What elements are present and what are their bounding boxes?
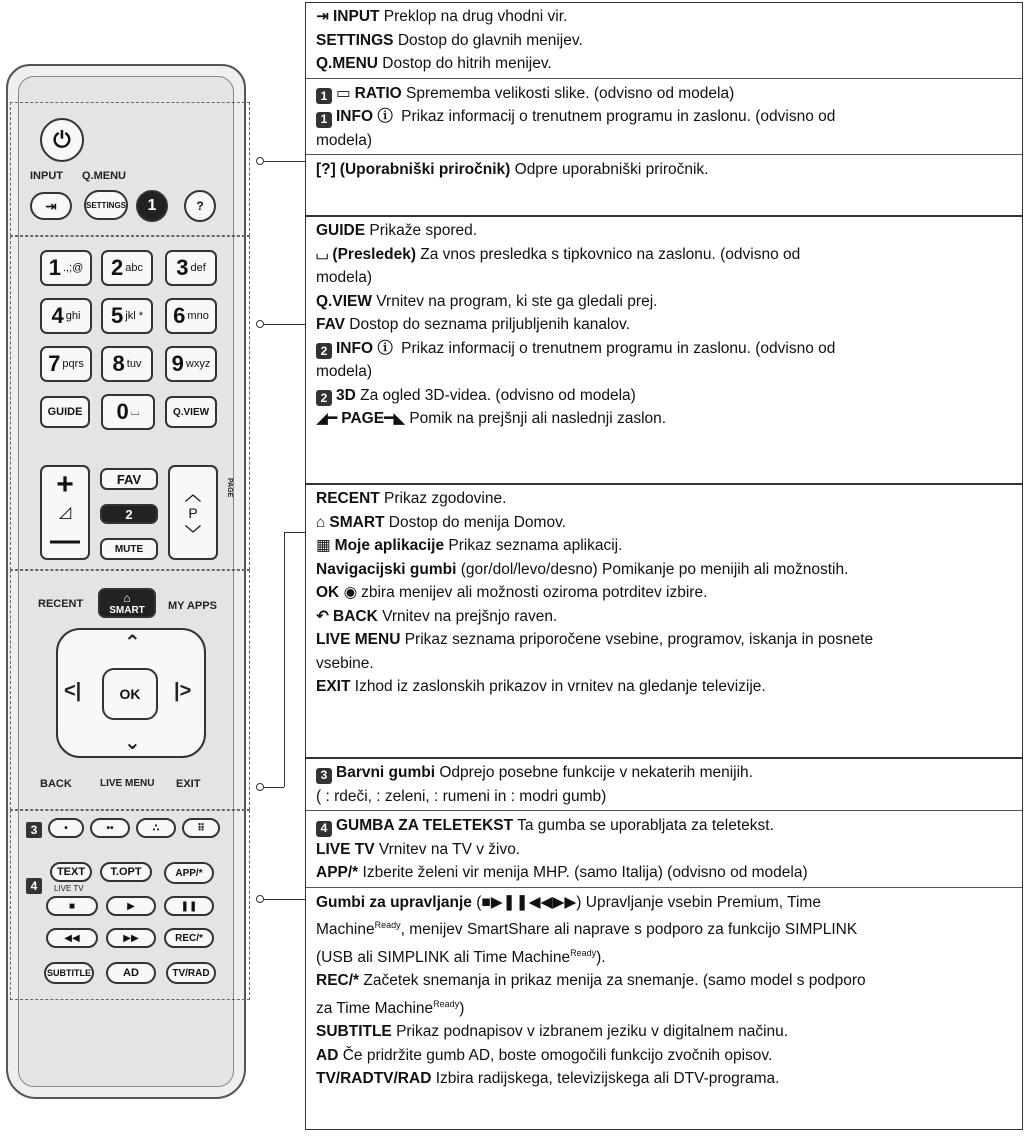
info-term: INFO bbox=[336, 108, 374, 125]
space-icon: ⌴ bbox=[316, 245, 329, 263]
volume-up-icon: + bbox=[56, 467, 74, 501]
row-recent bbox=[316, 487, 1014, 511]
ready-sup: Ready bbox=[374, 920, 401, 930]
info-desc: Prikaz informacij o trenutnem programu in zaslonu. (odvisno od bbox=[396, 108, 836, 125]
badge-2-icon: 2 bbox=[316, 343, 332, 359]
row-qview bbox=[316, 290, 1014, 314]
row-control-cont2 bbox=[316, 942, 1014, 970]
tvrad-button[interactable]: TV/RAD bbox=[166, 962, 216, 984]
ok-button[interactable]: OK bbox=[102, 668, 158, 720]
livemenu-button[interactable]: LIVE MENU bbox=[100, 778, 155, 789]
nav-left-icon[interactable]: <| bbox=[64, 680, 82, 702]
qmenu-label: Q.MENU bbox=[82, 170, 126, 182]
page-left-icon: ◢━ bbox=[316, 410, 338, 427]
exit-term: EXIT bbox=[316, 678, 351, 695]
info-icon: ⓘ bbox=[377, 108, 393, 125]
ratio-desc: Sprememba velikosti slike. (odvisno od modela) bbox=[401, 84, 735, 102]
digit-label: 7 bbox=[48, 351, 61, 376]
row-live bbox=[316, 628, 1014, 652]
digit-9-button[interactable] bbox=[165, 346, 217, 382]
nav-term: Navigacijski gumbi bbox=[316, 560, 457, 578]
channel-rocker[interactable] bbox=[168, 465, 218, 560]
fav-button[interactable]: FAV bbox=[100, 468, 158, 490]
app-button[interactable]: APP/* bbox=[164, 862, 214, 884]
settings-button[interactable]: SETTINGS bbox=[84, 190, 128, 220]
info-icon: ⓘ bbox=[377, 339, 393, 357]
color-term: Barvni gumbi bbox=[336, 764, 436, 781]
row-ratio bbox=[316, 82, 1014, 106]
stop-button[interactable]: ■ bbox=[46, 896, 98, 916]
row-teletext bbox=[316, 814, 1014, 838]
row-fav bbox=[316, 313, 1014, 337]
play-button[interactable]: ▶ bbox=[106, 896, 156, 916]
ready-sup: Ready bbox=[433, 998, 460, 1009]
exit-desc: Izhod iz zaslonskih prikazov in vrnitev na gledanje televizije. bbox=[350, 678, 766, 695]
badge-3-icon: 3 bbox=[316, 768, 332, 784]
digit-7-button[interactable] bbox=[40, 346, 92, 382]
row-info2-cont: modela) bbox=[316, 363, 372, 380]
digit-label: 8 bbox=[112, 351, 125, 376]
live-desc: Prikaz seznama priporočene vsebine, programov, iskanja in posnete bbox=[400, 631, 874, 648]
teletext-desc: Ta gumba se uporabljata za teletekst. bbox=[513, 817, 774, 834]
row-live-cont: vsebine. bbox=[316, 654, 374, 672]
digit-4-button[interactable] bbox=[40, 298, 92, 334]
space-icon: ⌴ bbox=[130, 405, 140, 418]
tvrad-desc: Izbira radijskega, televizijskega ali DTV-programa. bbox=[431, 1070, 780, 1088]
power-button[interactable]: ⏻ bbox=[40, 118, 84, 162]
ad-term: AD bbox=[316, 1046, 339, 1064]
connector-line-4 bbox=[264, 899, 305, 900]
home-icon: ⌂ bbox=[316, 513, 326, 531]
row-control-cont bbox=[316, 914, 1014, 942]
mute-button[interactable]: MUTE bbox=[100, 538, 158, 560]
row-info bbox=[316, 105, 1014, 129]
input-icon: ⇥ bbox=[316, 8, 329, 25]
forward-button[interactable]: ▶▶ bbox=[106, 928, 156, 948]
recent-term: RECENT bbox=[316, 490, 380, 507]
panel-navigation bbox=[305, 484, 1023, 758]
subtitle-term: SUBTITLE bbox=[316, 1023, 392, 1041]
rec-term: REC/* bbox=[316, 972, 360, 990]
subtitle-desc: Prikaz podnapisov v izbranem jeziku v digitalnem načinu. bbox=[391, 1023, 789, 1041]
row-guide bbox=[316, 219, 1014, 243]
manual-button[interactable]: ? bbox=[184, 190, 216, 222]
back-desc: Vrnitev na prejšnjo raven. bbox=[377, 607, 558, 625]
digit-letters: pqrs bbox=[62, 358, 84, 370]
digit-letters: def bbox=[190, 262, 206, 274]
digit-label: 9 bbox=[171, 351, 184, 376]
green-button[interactable]: •• bbox=[90, 818, 130, 838]
digit-label: 5 bbox=[111, 303, 124, 328]
row-color-list: ( : rdeči, : zeleni, : rumeni in : modri gumb) bbox=[316, 787, 607, 805]
red-button[interactable]: • bbox=[48, 818, 84, 838]
divider bbox=[306, 154, 1022, 155]
control-term: Gumbi za upravljanje bbox=[316, 893, 472, 911]
row-app bbox=[316, 861, 1014, 885]
row-apps bbox=[316, 534, 1014, 558]
connector-dot-4 bbox=[256, 895, 264, 903]
input-desc: Preklop na drug vhodni vir. bbox=[379, 8, 568, 25]
info2-term: INFO bbox=[336, 339, 374, 357]
row-rec-cont bbox=[316, 993, 1014, 1021]
ratio-term: RATIO bbox=[354, 84, 402, 102]
rec-desc-2: za Time Machine bbox=[316, 999, 434, 1017]
ok-desc: zbira menijev ali možnosti oziroma potrditev izbire. bbox=[361, 584, 708, 601]
digit-label: 4 bbox=[51, 303, 64, 328]
channel-up-icon: ︿ bbox=[184, 486, 201, 504]
page-term: PAGE bbox=[341, 410, 385, 427]
rec-desc-2b: ) bbox=[459, 999, 465, 1017]
row-ok bbox=[316, 581, 1014, 605]
settings-term: SETTINGS bbox=[316, 31, 394, 49]
digit-label: 1 bbox=[48, 255, 61, 280]
page-desc: Pomik na prejšnji ali naslednji zaslon. bbox=[409, 410, 667, 427]
back-button[interactable]: BACK bbox=[40, 778, 72, 790]
fav-term: FAV bbox=[316, 316, 345, 333]
digit-2-button[interactable] bbox=[101, 250, 153, 286]
row-info2 bbox=[316, 337, 1014, 361]
guide-desc: Prikaže spored. bbox=[365, 222, 478, 239]
badge-1-icon: 1 bbox=[316, 112, 332, 128]
row-info-cont: modela) bbox=[316, 131, 372, 149]
back-icon: ↶ bbox=[316, 607, 329, 625]
input-term: INPUT bbox=[333, 8, 380, 25]
guide-button[interactable]: GUIDE bbox=[40, 396, 90, 428]
nav-desc: (gor/dol/levo/desno) Pomikanje po menijih ali možnostih. bbox=[456, 560, 849, 578]
digit-6-button[interactable] bbox=[165, 298, 217, 334]
control-desc-3: (USB ali SIMPLINK ali Time Machine bbox=[316, 948, 571, 966]
qmenu-desc: Dostop do hitrih menijev. bbox=[378, 55, 552, 72]
badge-2-icon: 2 bbox=[316, 390, 332, 406]
space-term: (Presledek) bbox=[332, 245, 416, 263]
row-qmenu bbox=[316, 52, 1014, 76]
nav-up-icon[interactable]: ⌃ bbox=[124, 632, 141, 654]
back-term: BACK bbox=[333, 607, 378, 625]
manual-term: (Uporabniški priročnik) bbox=[339, 161, 511, 178]
3d-desc: Za ogled 3D-videa. (odvisno od modela) bbox=[355, 386, 636, 404]
row-smart bbox=[316, 511, 1014, 535]
digit-label: 2 bbox=[111, 255, 124, 280]
qview-term: Q.VIEW bbox=[316, 292, 372, 310]
digit-letters: .,;@ bbox=[62, 262, 84, 274]
livetv-desc: Vrnitev na TV v živo. bbox=[374, 840, 521, 858]
rec-button[interactable]: REC/* bbox=[164, 928, 214, 948]
panel-basic bbox=[305, 2, 1023, 216]
grid-icon: ▦ bbox=[316, 537, 331, 554]
app-desc: Izberite želeni vir menija MHP. (samo Italija) (odvisno od modela) bbox=[358, 864, 808, 881]
divider bbox=[306, 810, 1022, 811]
myapps-button[interactable]: MY APPS bbox=[168, 600, 217, 612]
panel-extra bbox=[305, 758, 1023, 1130]
panel-numeric bbox=[305, 216, 1023, 484]
zero-digit: 0 bbox=[116, 399, 129, 424]
tvrad-term: TV/RADTV/RAD bbox=[316, 1070, 432, 1088]
apps-term: Moje aplikacije bbox=[334, 537, 445, 554]
smart-label: SMART bbox=[109, 604, 145, 616]
row-nav bbox=[316, 558, 1014, 582]
live-term: LIVE MENU bbox=[316, 631, 401, 648]
row-subtitle bbox=[316, 1020, 1014, 1044]
color-desc: Odprejo posebne funkcije v nekaterih menijih. bbox=[435, 764, 753, 781]
smart-term: SMART bbox=[329, 513, 385, 531]
row-livetv bbox=[316, 838, 1014, 862]
row-rec bbox=[316, 969, 1014, 993]
digit-letters: mno bbox=[187, 310, 209, 322]
yellow-button[interactable]: ∴ bbox=[136, 818, 176, 838]
blue-button[interactable]: ⠿ bbox=[182, 818, 220, 838]
fav-desc: Dostop do seznama priljubljenih kanalov. bbox=[345, 316, 630, 333]
badge-4-icon: 4 bbox=[316, 821, 332, 837]
row-control bbox=[316, 891, 1014, 915]
digit-letters: wxyz bbox=[185, 358, 211, 370]
badge-3: 3 bbox=[26, 822, 42, 838]
qview-button[interactable]: Q.VIEW bbox=[165, 396, 217, 428]
topt-button[interactable]: T.OPT bbox=[100, 862, 152, 882]
row-exit bbox=[316, 675, 1014, 699]
subtitle-button[interactable]: SUBTITLE bbox=[44, 962, 94, 984]
row-ad bbox=[316, 1044, 1014, 1068]
text-button[interactable]: TEXT bbox=[50, 862, 92, 882]
divider bbox=[306, 78, 1022, 79]
row-manual bbox=[316, 158, 1014, 182]
ready-sup: Ready bbox=[570, 947, 597, 958]
digit-8-button[interactable] bbox=[101, 346, 153, 382]
apps-desc: Prikaz seznama aplikacij. bbox=[444, 537, 623, 554]
digit-1-button[interactable] bbox=[40, 250, 92, 286]
nav-right-icon[interactable]: |> bbox=[174, 680, 192, 702]
ratio-icon: ▭ bbox=[336, 84, 351, 102]
volume-icon: ◿ bbox=[58, 503, 72, 521]
qview-desc: Vrnitev na program, ki ste ga gledali prej. bbox=[371, 292, 658, 310]
digit-letters: ghi bbox=[65, 310, 81, 322]
ad-desc: Če pridržite gumb AD, boste omogočili funkcijo zvočnih opisov. bbox=[338, 1046, 773, 1064]
badge-4: 4 bbox=[26, 878, 42, 894]
control-machine: Machine bbox=[316, 921, 375, 939]
livetv-label: LIVE TV bbox=[54, 884, 84, 893]
control-desc-2: , menijev SmartShare ali naprave s podporo za funkcijo SIMPLINK bbox=[400, 921, 858, 939]
volume-down-icon: — bbox=[50, 523, 80, 557]
home-icon: ⌂ bbox=[123, 590, 131, 605]
recent-button[interactable]: RECENT bbox=[38, 598, 84, 610]
digit-label: 6 bbox=[173, 303, 186, 328]
settings-desc: Dostop do glavnih menijev. bbox=[393, 31, 583, 49]
row-page bbox=[316, 407, 1014, 431]
row-settings bbox=[316, 29, 1014, 53]
channel-label: P bbox=[188, 504, 198, 521]
livetv-term: LIVE TV bbox=[316, 840, 375, 858]
row-tvrad bbox=[316, 1067, 1014, 1091]
connector-line-3 bbox=[264, 787, 284, 788]
control-desc-3b: ). bbox=[596, 948, 606, 966]
nav-down-icon[interactable]: ⌄ bbox=[124, 732, 141, 754]
digit-letters: abc bbox=[125, 262, 143, 274]
pause-button[interactable]: ❚❚ bbox=[164, 896, 214, 916]
rec-desc: Začetek snemanja in prikaz menija za snemanje. (samo model s podporo bbox=[359, 972, 866, 990]
manual-icon: [?] bbox=[316, 161, 336, 178]
manual-desc: Odpre uporabniški priročnik. bbox=[510, 161, 709, 178]
smart-desc: Dostop do menija Domov. bbox=[384, 513, 566, 531]
ok-term: OK bbox=[316, 584, 340, 601]
row-color bbox=[316, 761, 1014, 785]
row-3d bbox=[316, 384, 1014, 408]
page-label: PAGE bbox=[226, 478, 233, 498]
digit-label: 3 bbox=[176, 255, 189, 280]
teletext-term: GUMBA ZA TELETEKST bbox=[336, 817, 514, 834]
connector-vertical-3 bbox=[284, 532, 285, 787]
qmenu-term: Q.MENU bbox=[316, 55, 378, 72]
3d-term: 3D bbox=[336, 386, 356, 404]
connector-dot-1 bbox=[256, 157, 264, 165]
page-right-icon: ━◣ bbox=[384, 410, 406, 427]
input-label: INPUT bbox=[30, 170, 63, 182]
info2-desc: Prikaz informacij o trenutnem programu in zaslonu. (odvisno od bbox=[396, 339, 836, 357]
row-back bbox=[316, 605, 1014, 629]
row-space-cont: modela) bbox=[316, 269, 372, 286]
digit-3-button[interactable] bbox=[165, 250, 217, 286]
badge-1-icon: 1 bbox=[316, 88, 332, 104]
zero-button[interactable] bbox=[101, 394, 155, 430]
guide-term: GUIDE bbox=[316, 222, 366, 239]
digit-letters: tuv bbox=[126, 358, 142, 370]
control-desc: (■▶❚❚◀◀▶▶) Upravljanje vsebin Premium, Time bbox=[471, 893, 821, 911]
smart-button[interactable] bbox=[98, 588, 156, 618]
row-space bbox=[316, 243, 1014, 267]
channel-down-icon: ﹀ bbox=[184, 525, 201, 543]
volume-rocker[interactable] bbox=[40, 465, 90, 560]
app-term: APP/* bbox=[316, 864, 359, 881]
divider bbox=[306, 887, 1022, 888]
recent-desc: Prikaz zgodovine. bbox=[379, 490, 507, 507]
ad-button[interactable]: AD bbox=[106, 962, 156, 984]
input-button[interactable]: ⇥ bbox=[30, 192, 72, 220]
connector-line-2 bbox=[264, 324, 305, 325]
row-input bbox=[316, 5, 1014, 29]
space-desc: Za vnos presledka s tipkovnico na zaslonu. (odvisno od bbox=[415, 245, 801, 263]
connector-line-1 bbox=[264, 161, 305, 162]
connector-dot-3 bbox=[256, 783, 264, 791]
digit-5-button[interactable] bbox=[101, 298, 153, 334]
digit-letters: jkl * bbox=[125, 310, 143, 322]
info-3d-button[interactable]: 2 bbox=[100, 504, 158, 524]
connector-line-3b bbox=[284, 532, 305, 533]
ok-icon: ◉ bbox=[343, 584, 358, 601]
exit-button[interactable]: EXIT bbox=[176, 778, 201, 790]
connector-dot-2 bbox=[256, 320, 264, 328]
rewind-button[interactable]: ◀◀ bbox=[46, 928, 98, 948]
ratio-button[interactable]: 1 bbox=[136, 190, 168, 222]
